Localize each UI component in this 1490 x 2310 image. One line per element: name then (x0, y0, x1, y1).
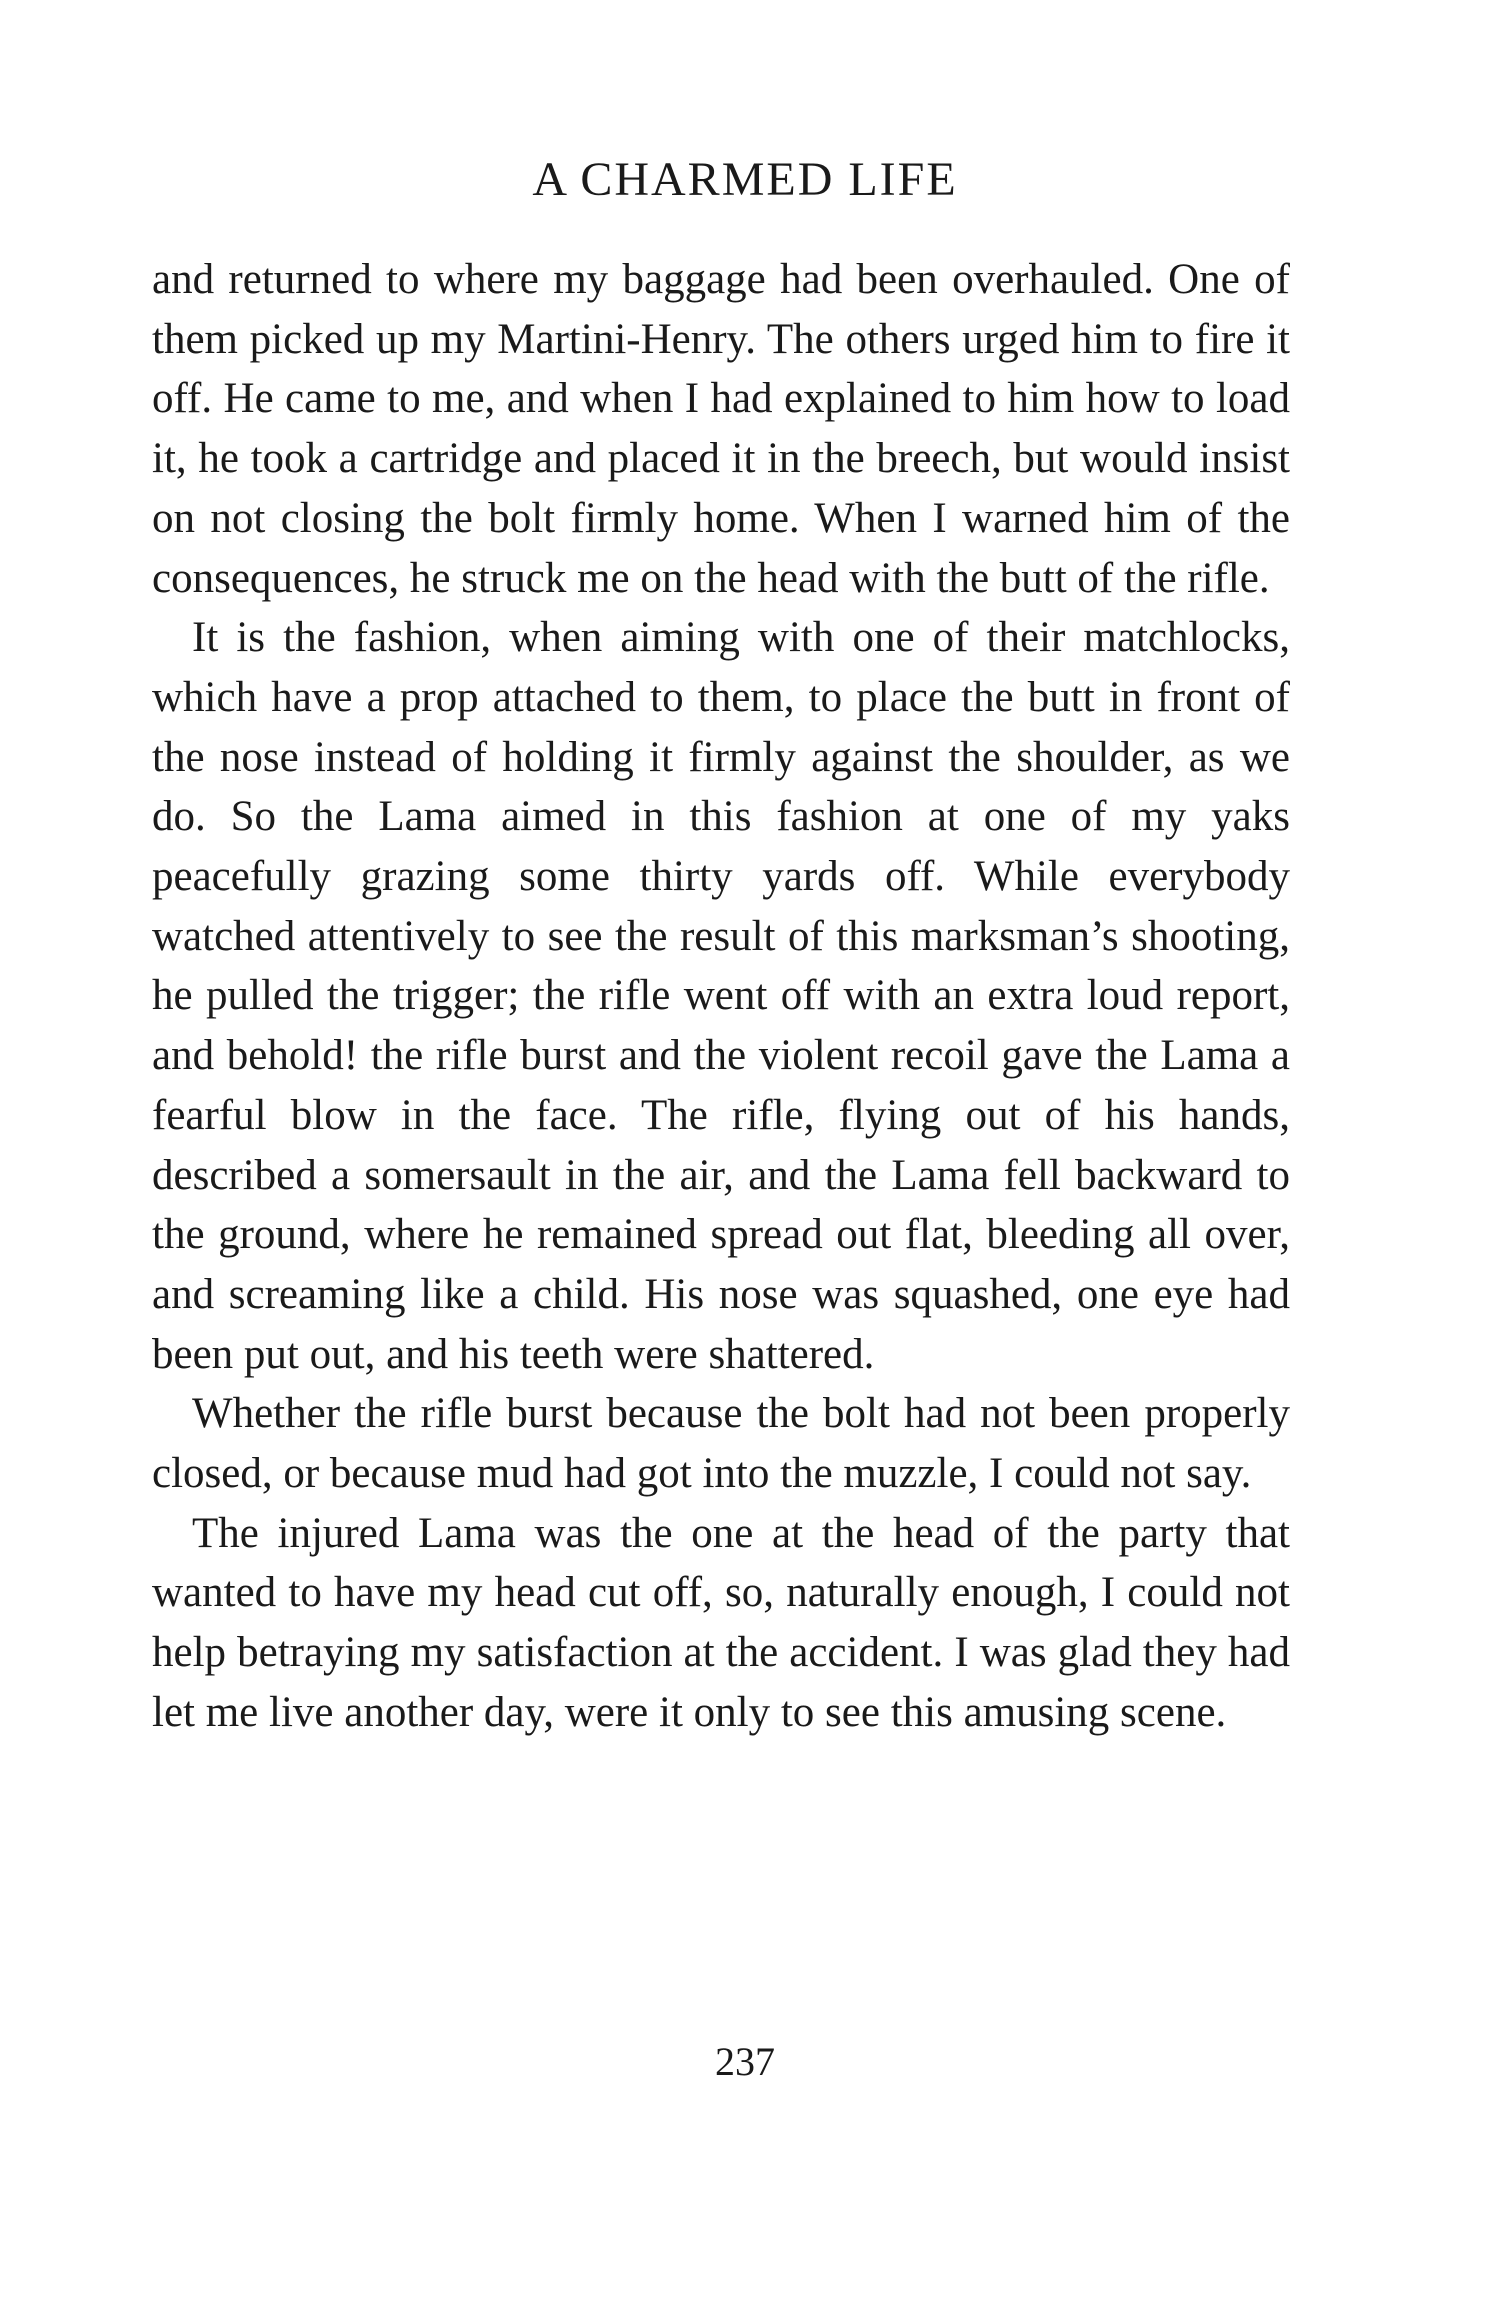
paragraph-2: It is the fashion, when aiming with one of their matchlocks, which have a prop attached to them, to place the butt in front of the nose instead of holding it firmly against the shoulder, as we do. So the Lama aimed in this fashion at one of my yaks peacefully grazing some thirty yards off. While everybody watched attentively to see the result of this marksman’s shooting, he pulled the trigger; the rifle went off with an extra loud report, and behold! the rifle burst and the violent recoil gave the Lama a fearful blow in the face. The rifle, flying out of his hands, described a somersault in the air, and the Lama fell backward to the ground, where he remained spread out flat, bleeding all over, and screaming like a child. His nose was squashed, one eye had been put out, and his teeth were shattered. (152, 614, 1290, 1378)
page-number: 237 (715, 2039, 775, 2084)
running-head-title: A CHARMED LIFE (532, 153, 958, 206)
paragraph-1: and returned to where my baggage had been overhauled. One of them picked up my Martini-Henry. The others urged him to fire it off. He came to me, and when I had explained to him how to load it, he took a cartridge and placed it in the breech, but would insist on not closing the bolt firmly home. When I warned him of the consequences, he struck me on the head with the butt of the rifle. (152, 256, 1290, 602)
paragraph-3: Whether the rifle burst because the bolt had not been properly closed, or because mud had got into the muzzle, I could not say. (152, 1390, 1290, 1498)
body-text (152, 250, 1290, 1743)
paragraph-4: The injured Lama was the one at the head of the party that wanted to have my head cut off, so, naturally enough, I could not help betraying my satisfaction at the accident. I was glad they had let me live another day, were it only to see this amusing scene. (152, 1509, 1290, 1736)
